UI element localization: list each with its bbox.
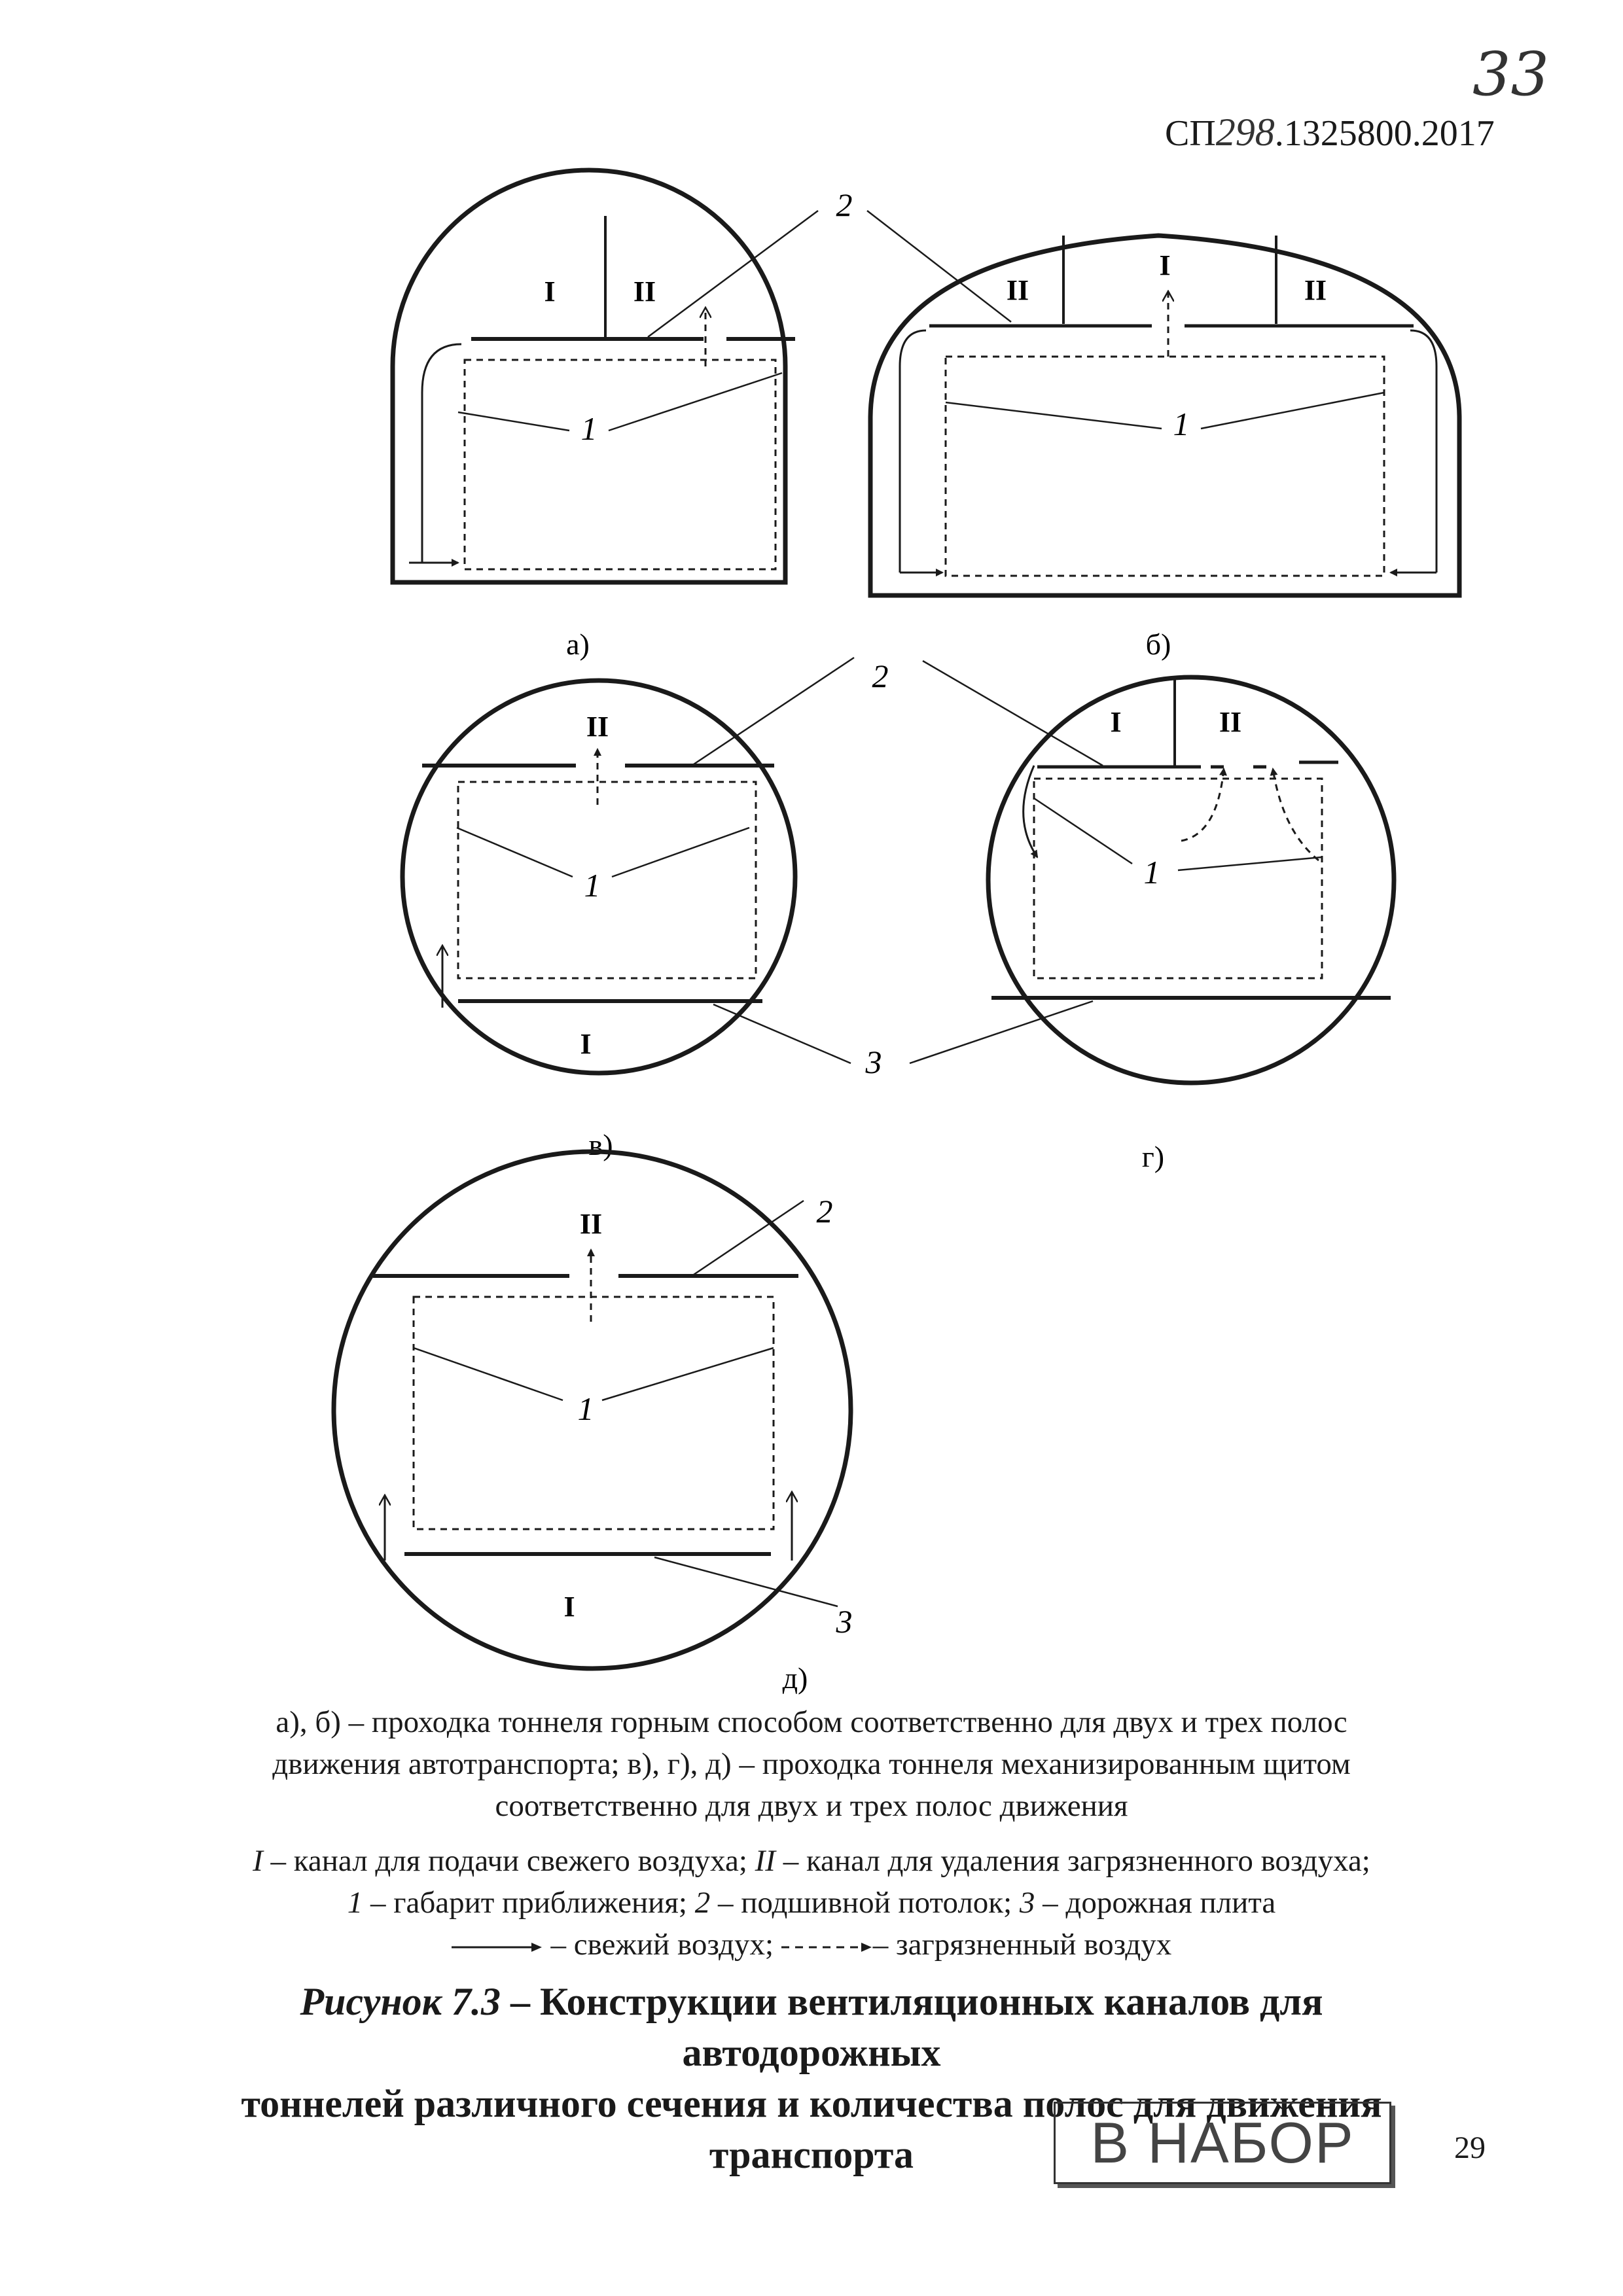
- label-g-I: I: [1110, 706, 1122, 738]
- legend-line-1: [196, 1840, 1427, 1882]
- legend-3-symbol: 3: [1019, 1886, 1035, 1920]
- legend-2-symbol: 2: [694, 1886, 711, 1920]
- legend-2-text: – подшивной потолок;: [710, 1886, 1020, 1920]
- legend-line-3: [196, 1924, 1427, 1966]
- label-b-II-left: II: [1006, 274, 1029, 306]
- legend-I-symbol: I: [253, 1844, 263, 1878]
- title-text-1: – Конструкции вентиляционных каналов для автодорожных: [501, 1980, 1323, 2074]
- label-d-1: 1: [577, 1390, 594, 1427]
- label-d-II: II: [579, 1208, 603, 1240]
- figure-number: Рисунок 7.3: [300, 1980, 501, 2023]
- legend-1-symbol: 1: [347, 1886, 363, 1920]
- solid-arrow-icon: [452, 1941, 543, 1954]
- label-1: 1: [580, 410, 597, 447]
- subfigure-v: [402, 658, 854, 1073]
- dashed-arrow-icon: [781, 1941, 873, 1954]
- label-channel-I: I: [544, 275, 556, 308]
- label-b-1: 1: [1173, 406, 1190, 442]
- legend-fresh-text: – свежий воздух;: [543, 1928, 774, 1962]
- legend-polluted-text: – загрязненный воздух: [872, 1928, 1172, 1962]
- label-g-1: 1: [1143, 854, 1160, 891]
- code-handwritten: 298: [1215, 111, 1275, 154]
- title-line-3: транспорта: [709, 2133, 914, 2176]
- figure-notes: [196, 1701, 1427, 1827]
- stamp: В НАБОР: [1054, 2102, 1391, 2184]
- title-line-2: тоннелей различного сечения и количества полос для движения: [241, 2082, 1382, 2125]
- legend-II-text: – канал для удаления загрязненного воздуха;: [775, 1844, 1370, 1878]
- subfigure-v-label: в): [588, 1128, 613, 1161]
- subfigure-g-label: г): [1141, 1140, 1165, 1173]
- label-v-II: II: [586, 711, 609, 743]
- legend-3-text: – дорожная плита: [1035, 1886, 1276, 1920]
- code-suffix: .1325800.2017: [1274, 113, 1495, 154]
- subfigure-b-label: б): [1145, 627, 1171, 661]
- code-prefix: СП: [1165, 113, 1216, 154]
- label-channel-II: II: [633, 275, 656, 308]
- subfigure-d-label: д): [782, 1661, 808, 1695]
- label-2-bottom: 2: [816, 1193, 833, 1229]
- title-line-1: [196, 1976, 1427, 2078]
- label-d-I: I: [563, 1591, 575, 1623]
- figure-legend: [196, 1840, 1427, 1966]
- legend-I-text: – канал для подачи свежего воздуха;: [262, 1844, 755, 1878]
- label-2-top: 2: [836, 186, 853, 223]
- legend-line-2: [196, 1882, 1427, 1924]
- notes-line-2: движения автотранспорта; в), г), д) – проходка тоннеля механизированным щитом: [272, 1747, 1351, 1781]
- label-3-bottom: 3: [836, 1603, 853, 1640]
- notes-line-1: а), б) – проходка тоннеля горным способом соответственно для двух и трех полос: [276, 1705, 1347, 1739]
- label-2-middle: 2: [872, 658, 889, 694]
- notes-line-3: соответственно для двух и трех полос движения: [495, 1789, 1128, 1823]
- label-v-I: I: [580, 1028, 592, 1060]
- handwritten-page-number: 33: [1472, 39, 1550, 109]
- label-v-1: 1: [584, 867, 601, 904]
- subfigure-a-label: а): [566, 627, 590, 661]
- subfigure-a: [393, 170, 818, 582]
- page-number: 29: [1454, 2130, 1486, 2165]
- label-g-II: II: [1219, 706, 1242, 738]
- legend-II-symbol: II: [755, 1844, 776, 1878]
- label-b-I: I: [1159, 249, 1171, 281]
- label-3-middle: 3: [865, 1044, 882, 1080]
- legend-1-text: – габарит приближения;: [363, 1886, 695, 1920]
- label-b-II-right: II: [1304, 274, 1327, 306]
